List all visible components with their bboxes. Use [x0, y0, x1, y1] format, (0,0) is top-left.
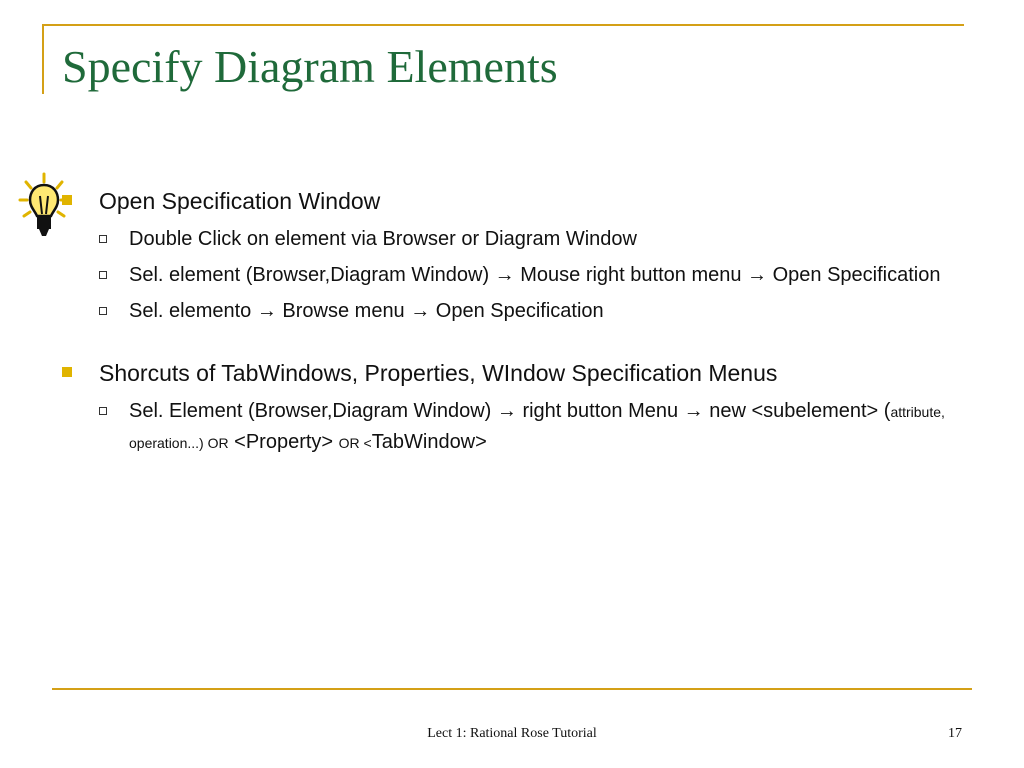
bullet-item [62, 186, 952, 216]
sub-bullet-text-part: Sel. Element (Browser,Diagram Window) → right button Menu → new <subelement> ( [129, 400, 891, 422]
sub-bullet-text: Double Click on element via Browser or Diagram Window [129, 228, 637, 250]
bullet-square-icon [62, 367, 72, 377]
footer-text: Lect 1: Rational Rose Tutorial [427, 726, 597, 741]
sub-bullet-text: Sel. element (Browser,Diagram Window) → Mouse right button menu → Open Specification [129, 264, 941, 286]
sub-bullet-square-icon [99, 235, 107, 243]
slide-content [62, 186, 952, 464]
top-border-line [44, 24, 964, 26]
sub-bullet-small-text: attribute, operation...) OR [129, 404, 945, 451]
sub-bullet-square-icon [99, 407, 107, 415]
sub-bullet-square-icon [99, 271, 107, 279]
footer-rule [52, 688, 972, 690]
sub-bullet-item [99, 296, 952, 326]
bullet-item [62, 358, 952, 388]
spacer [62, 332, 952, 358]
sub-bullet-item [99, 260, 952, 290]
sub-bullet-text-part: <Property> [228, 431, 339, 453]
left-border-line [42, 24, 44, 94]
sub-bullet-small-text: OR < [338, 435, 372, 451]
bullet-square-icon [62, 195, 72, 205]
sub-bullet-text [129, 396, 952, 458]
sub-bullet-text: Sel. elemento → Browse menu → Open Specification [129, 300, 604, 322]
bullet-text: Open Specification Window [99, 188, 381, 214]
sub-bullet-item [99, 396, 952, 458]
sub-bullet-item [99, 224, 952, 254]
slide-title: Specify Diagram Elements [62, 41, 558, 92]
page-number: 17 [948, 726, 962, 741]
sub-bullet-square-icon [99, 307, 107, 315]
sub-bullet-text-part: TabWindow> [371, 431, 487, 453]
bullet-text: Shorcuts of TabWindows, Properties, WIndow Specification Menus [99, 360, 778, 386]
